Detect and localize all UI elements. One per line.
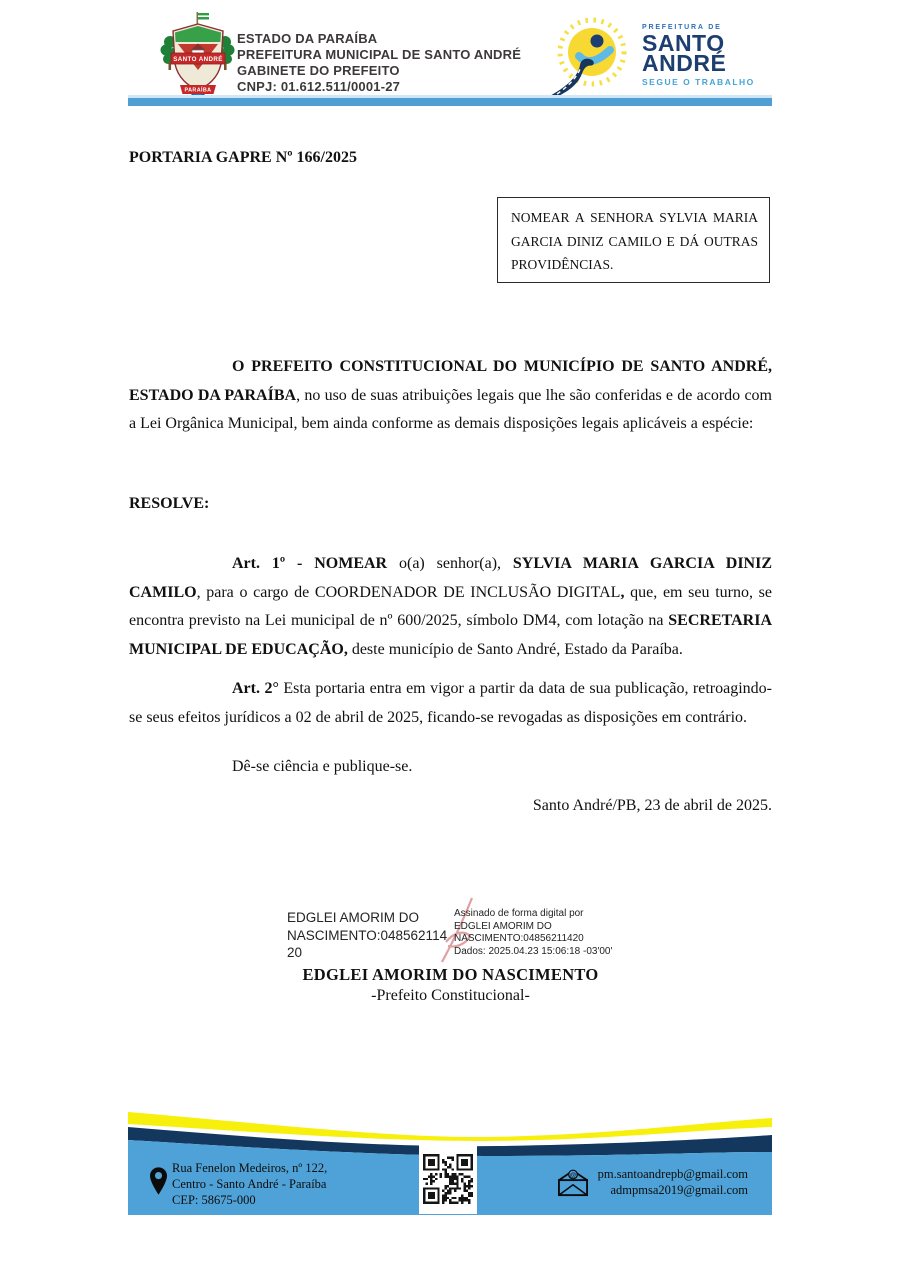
secretariat-name: SECRETARIA MUNICIPAL DE EDUCAÇÃO, xyxy=(129,612,772,658)
city-hall-logo-icon xyxy=(545,14,637,98)
qr-code-box xyxy=(419,1143,477,1214)
art1-label: Art. 1º - NOMEAR xyxy=(232,555,388,572)
summary-box: NOMEAR A SENHORA SYLVIA MARIA GARCIA DINIZ CAMILO E DÁ OUTRAS PROVIDÊNCIAS. xyxy=(497,197,770,283)
place-date-line: Santo André/PB, 23 de abril de 2025. xyxy=(532,797,772,814)
org-line-cnpj: CNPJ: 01.612.511/0001-27 xyxy=(237,79,401,94)
signer-name: EDGLEI AMORIM DO NASCIMENTO xyxy=(302,965,599,984)
logo-title-line1: SANTO xyxy=(642,30,725,56)
signer-role: -Prefeito Constitucional- xyxy=(371,987,530,1004)
location-pin-icon xyxy=(150,1167,167,1195)
footer-address: Rua Fenelon Medeiros, nº 122, Centro - Santo André - Paraíba CEP: 58675-000 xyxy=(172,1161,328,1207)
article-1-paragraph: Art. 1º - NOMEAR o(a) senhor(a), SYLVIA MARIA GARCIA DINIZ CAMILO, para o cargo de COORDENADOR DE INCLUSÃO DIGITAL, que, em seu turno, se encontra previsto na Lei municipal de nº 600/2025, símbolo DM4, com lotação na SECRETARIA MUNICIPAL DE EDUCAÇÃO, deste município de Santo André, Estado da Paraíba. xyxy=(129,555,772,658)
logo-title-line2: ANDRÉ xyxy=(642,50,727,76)
logo-text-block xyxy=(642,24,782,87)
preamble-rest: , no uso de suas atribuições legais que lhe são conferidas e de acordo com a Lei Orgânica Municipal, bem ainda conforme as demais disposições legais aplicáveis a espécie: xyxy=(129,386,772,432)
header-org-block xyxy=(237,31,567,95)
svg-text:@: @ xyxy=(569,1171,577,1179)
org-line-state: ESTADO DA PARAÍBA xyxy=(237,31,378,46)
municipal-coat-of-arms-icon xyxy=(158,12,238,102)
logo-pretitle: PREFEITURA DE xyxy=(642,24,722,31)
closing-line: Dê-se ciência e publique-se. xyxy=(232,758,413,775)
org-line-city: PREFEITURA MUNICIPAL DE SANTO ANDRÉ xyxy=(237,47,522,62)
resolve-heading: RESOLVE: xyxy=(129,495,210,512)
appointee-name: SYLVIA MARIA GARCIA DINIZ CAMILO xyxy=(129,555,772,601)
logo-tagline: SEGUE O TRABALHO xyxy=(642,77,755,87)
crest-ribbon-text: PARAÍBA xyxy=(184,87,212,94)
digital-signature-subject: EDGLEI AMORIM DO NASCIMENTO:048562114 20 xyxy=(287,910,448,960)
preamble-paragraph xyxy=(129,353,772,439)
preamble-bold: O PREFEITO CONSTITUCIONAL DO MUNICÍPIO DE SANTO ANDRÉ, ESTADO DA PARAÍBA xyxy=(129,358,772,404)
footer-email-1: pm.santoandrepb@gmail.com xyxy=(597,1167,748,1181)
qr-code xyxy=(423,1154,473,1204)
article-2-paragraph: Art. 2° Esta portaria entra em vigor a partir da data de sua publicação, retroagindo-se seus efeitos jurídicos a 02 de abril de 2025, ficando-se revogadas as disposições em contrário. xyxy=(129,680,772,726)
art2-label: Art. 2° xyxy=(232,680,279,697)
footer-email-2: admpmsa2019@gmail.com xyxy=(610,1183,748,1197)
crest-banner-text: SANTO ANDRÉ xyxy=(173,56,223,63)
footer-emails xyxy=(578,1166,748,1198)
header-divider-rule xyxy=(128,98,772,106)
document-title: PORTARIA GAPRE Nº 166/2025 xyxy=(129,149,357,166)
org-line-office: GABINETE DO PREFEITO xyxy=(237,63,400,78)
digital-signature-details: Assinado de forma digital por EDGLEI AMORIM DO NASCIMENTO:04856211420 Dados: 2025.04.23 15:06:18 -03'00' xyxy=(454,908,613,957)
